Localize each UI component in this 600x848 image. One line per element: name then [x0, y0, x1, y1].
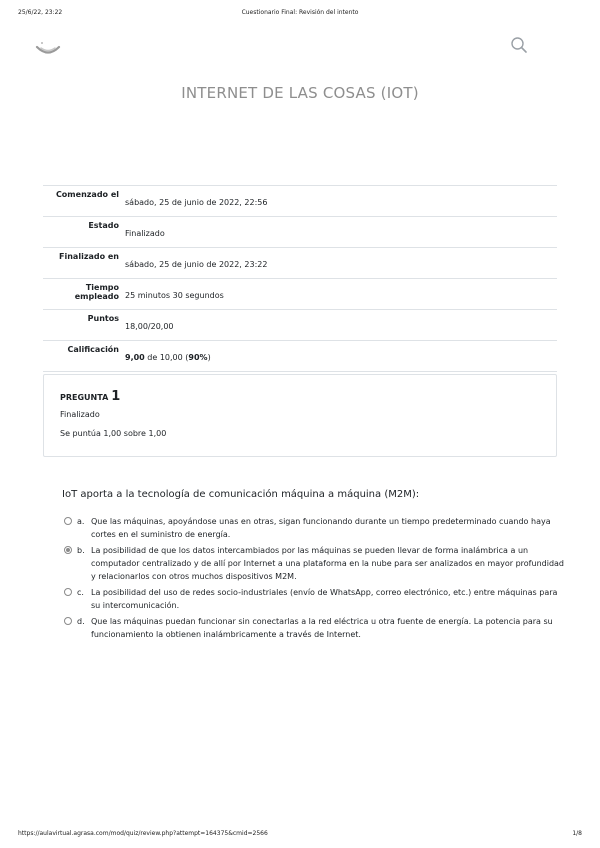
search-icon[interactable] — [510, 36, 528, 54]
summary-row-finished — [43, 248, 557, 279]
answer-text: La posibilidad del uso de redes socio-industriales (envío de WhatsApp, correo electrónico, etc.) entre máquinas para su intercomunicación. — [91, 588, 558, 610]
radio-button[interactable] — [64, 517, 72, 525]
question-heading — [60, 389, 120, 404]
summary-label: Calificación — [67, 345, 119, 354]
question-state: Finalizado — [60, 410, 100, 419]
summary-row-grade — [43, 341, 557, 372]
print-url: https://aulavirtual.agrasa.com/mod/quiz/review.php?attempt=164375&cmid=2566 — [18, 830, 268, 837]
grade-percent: 90% — [188, 353, 208, 362]
answer-letter: a. — [77, 517, 85, 526]
summary-value: sábado, 25 de junio de 2022, 23:22 — [125, 260, 268, 269]
print-timestamp: 25/6/22, 23:22 — [18, 9, 63, 16]
radio-button[interactable] — [64, 588, 72, 596]
answer-letter: b. — [77, 546, 85, 555]
grade-value — [119, 341, 211, 371]
attempt-summary-table — [43, 185, 557, 372]
summary-value: Finalizado — [125, 229, 165, 238]
summary-value: 18,00/20,00 — [125, 322, 174, 331]
answer-letter: c. — [77, 588, 84, 597]
print-page-title: Cuestionario Final: Revisión del intento — [241, 9, 359, 16]
question-heading-label: PREGUNTA — [60, 393, 109, 402]
summary-label: Estado — [88, 221, 119, 230]
question-text: IoT aporta a la tecnología de comunicación máquina a máquina (M2M): — [62, 489, 420, 500]
answer-option-a[interactable] — [64, 515, 564, 541]
answer-option-c[interactable] — [64, 586, 564, 612]
summary-label: Finalizado en — [59, 252, 119, 261]
grade-close: ) — [207, 353, 211, 362]
summary-label: Comenzado el — [55, 190, 119, 199]
radio-button-selected[interactable] — [64, 546, 72, 554]
grade-score: 9,00 — [125, 353, 145, 362]
course-title: INTERNET DE LAS COSAS (IOT) — [181, 84, 419, 102]
answer-text: La posibilidad de que los datos intercambiados por las máquinas se pueden llevar de forma inalámbrica a un computador centralizado y de allí por Internet a una plataforma en la nube para ser analizados en mayor profundidad y relacionarlos con otros muchos dispositivos M2M. — [91, 546, 564, 581]
question-number: 1 — [111, 389, 121, 404]
summary-value: 25 minutos 30 segundos — [125, 291, 224, 300]
radio-button[interactable] — [64, 617, 72, 625]
answer-option-b[interactable] — [64, 544, 564, 583]
print-page-number: 1/8 — [572, 830, 582, 837]
answer-text: Que las máquinas puedan funcionar sin conectarlas a la red eléctrica u otra fuente de energía. La potencia para su funcionamiento la obtienen inalámbricamente a través de Internet. — [91, 617, 553, 639]
question-info-box — [43, 374, 557, 457]
summary-row-state — [43, 217, 557, 248]
summary-row-time-taken — [43, 279, 557, 310]
summary-label: Puntos — [87, 314, 119, 323]
summary-row-marks — [43, 310, 557, 341]
answer-list — [64, 515, 564, 644]
answer-text: Que las máquinas, apoyándose unas en otras, sigan funcionando durante un tiempo predeterminado cuando haya cortes en el suministro de energía. — [91, 517, 551, 539]
summary-row-started — [43, 186, 557, 217]
summary-label: Tiempo empleado — [74, 283, 119, 301]
site-logo-icon[interactable] — [34, 38, 62, 56]
grade-out-of: de 10,00 ( — [144, 353, 189, 362]
answer-option-d[interactable] — [64, 615, 564, 641]
question-grade: Se puntúa 1,00 sobre 1,00 — [60, 429, 167, 438]
summary-value: sábado, 25 de junio de 2022, 22:56 — [125, 198, 268, 207]
answer-letter: d. — [77, 617, 85, 626]
